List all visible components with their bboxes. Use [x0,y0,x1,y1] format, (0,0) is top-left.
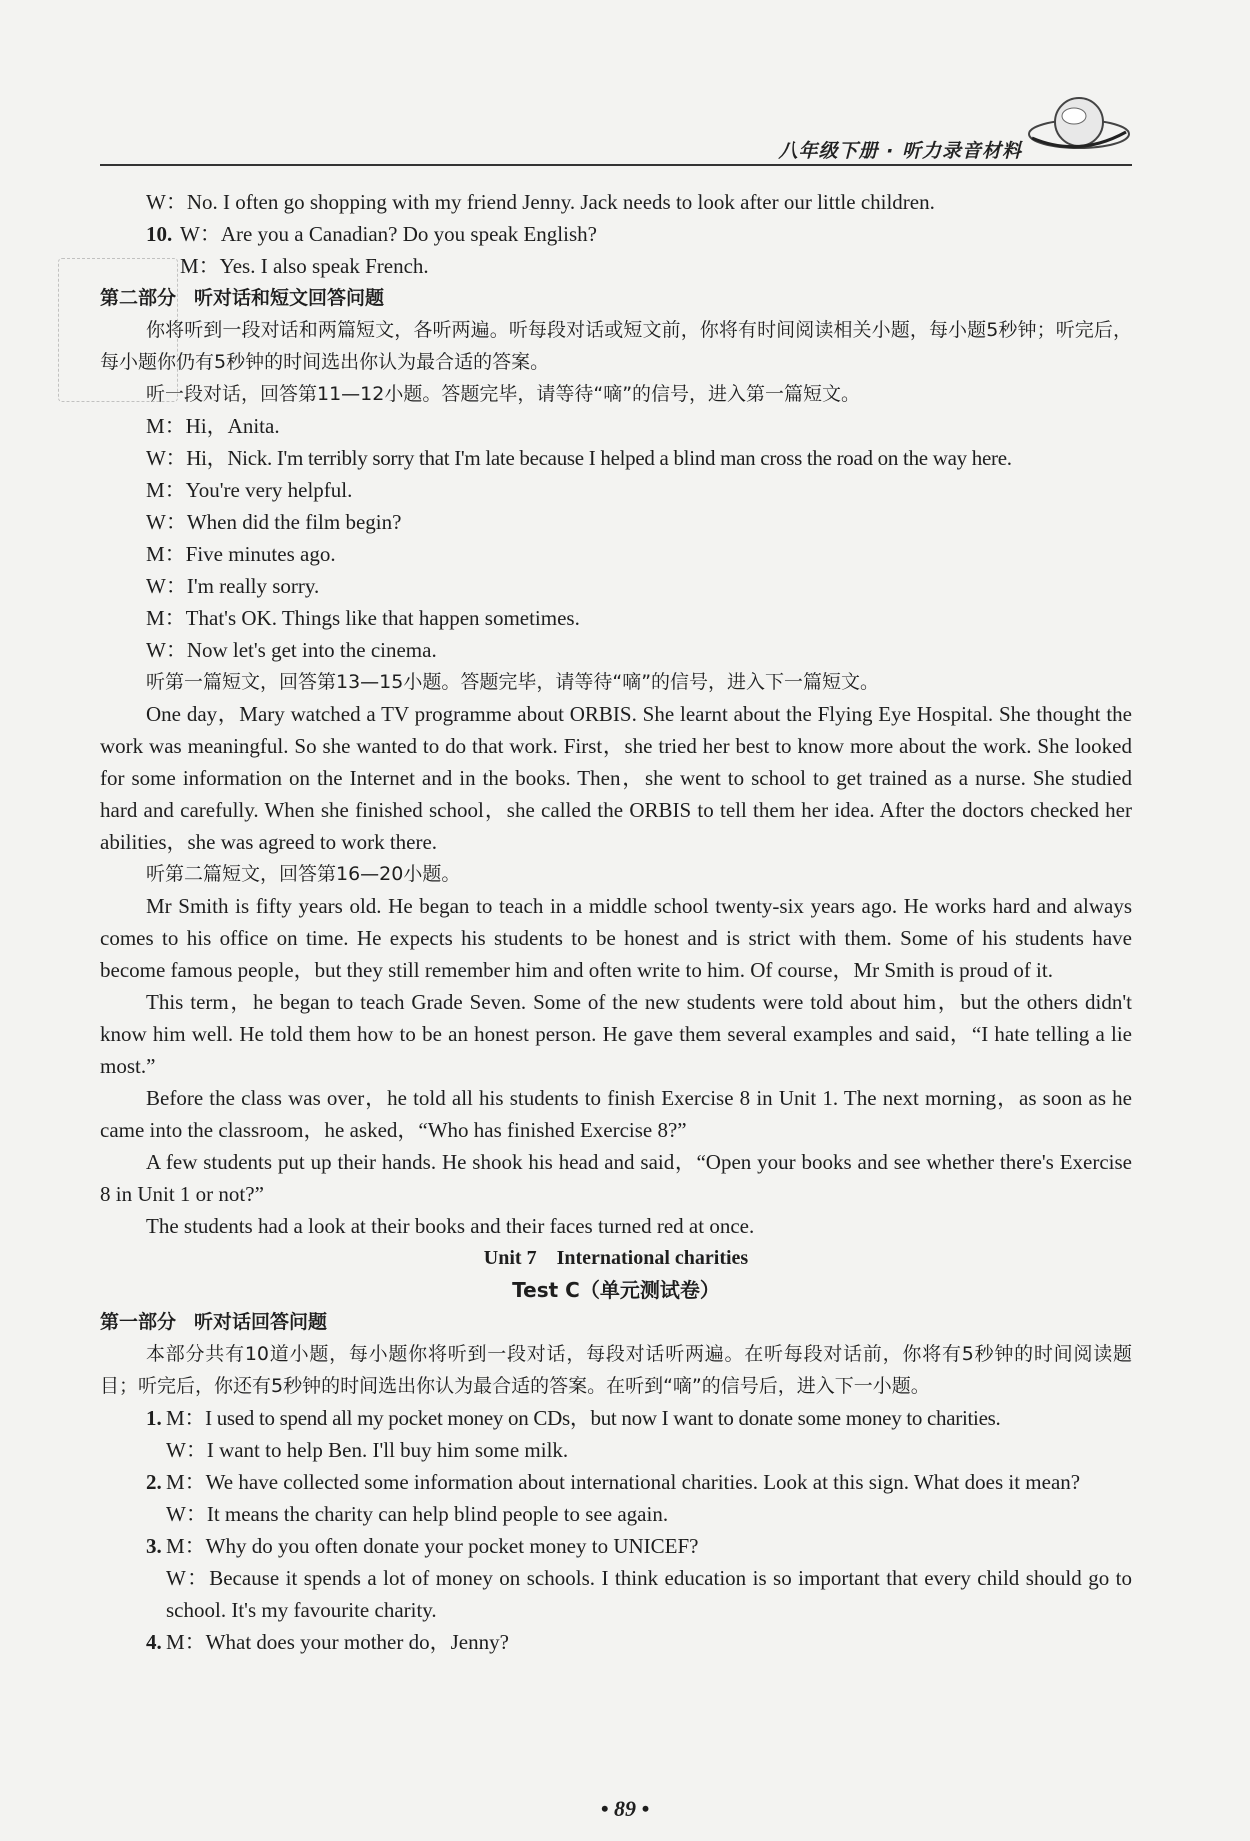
test-title: Test C（单元测试卷） [512,1278,720,1302]
globe-logo-icon [1024,92,1134,162]
passage-2-paragraph: This term，he began to teach Grade Seven. Some of the new students were told about him，but the others didn't know him well. He told them how to be an honest person. He gave them several examples and said，“I hate telling a lie most.” [100,990,1132,1078]
question-4 [100,1626,1132,1658]
section-2-title [100,282,1132,314]
dialogue-line: W：Are you a Canadian? Do you speak English? [180,222,597,246]
section-1-instructions: 本部分共有10道小题，每小题你将听到一段对话，每段对话听两遍。在听每段对话前，你将有5秒钟的时间阅读题目；听完后，你还有5秒钟的时间选出你认为最合适的答案。在听到“嘀”的信号后，进入下一小题。 [100,1343,1132,1397]
passage-2-paragraph: Mr Smith is fifty years old. He began to teach in a middle school twenty-six years ago. He works hard and always comes to his office on time. He expects his students to be honest and is strict with them. Some of his students have become famous people，but they still remember him and often write to him. Of course，Mr Smith is proud of it. [100,894,1132,982]
section-heading: 听对话和短文回答问题 [194,287,385,309]
question-2 [100,1466,1132,1530]
question-3 [100,1530,1132,1626]
question-number: 4. [146,1630,162,1654]
section-heading: 听对话回答问题 [194,1311,328,1333]
section-label: 第二部分 [100,287,177,309]
question-10 [100,218,1132,282]
dialogue-line: M：Hi，Anita. [146,414,280,438]
dialogue-line: W：Because it spends a lot of money on schools. I think education is so important that every child should go to school. It's my favourite charity. [166,1566,1132,1622]
dialogue-line: W：It means the charity can help blind people to see again. [166,1502,669,1526]
question-1 [100,1402,1132,1466]
dialogue-line: M：Why do you often donate your pocket money to UNICEF? [166,1534,699,1558]
question-number: 1. [146,1406,162,1430]
section-label: 第一部分 [100,1311,177,1333]
page-number: • 89 • [600,1796,650,1821]
dialogue-line: M：We have collected some information about international charities. Look at this sign. What does it mean? [166,1470,1081,1494]
passage-2-paragraph: Before the class was over，he told all his students to finish Exercise 8 in Unit 1. The next morning，as soon as he came into the classroom，he asked，“Who has finished Exercise 8?” [100,1086,1132,1142]
dialogue-line: W：Hi，Nick. I'm terribly sorry that I'm late because I helped a blind man cross the road on the way here. [146,446,1012,470]
question-number: 10. [146,222,173,246]
dialogue-line: M：You're very helpful. [146,478,353,502]
dialogue-line: M：What does your mother do，Jenny? [166,1630,509,1654]
header-title: 八年级下册 · 听力录音材料 [778,140,1022,162]
dialogue-line: M：That's OK. Things like that happen sometimes. [146,606,580,630]
section-1-title [100,1306,1132,1338]
dialogue-line: W：No. I often go shopping with my friend Jenny. Jack needs to look after our little children. [146,190,935,214]
passage-2-instruction: 听第二篇短文，回答第16—20小题。 [146,863,461,885]
section-2-instructions: 你将听到一段对话和两篇短文，各听两遍。听每段对话或短文前，你将有时间阅读相关小题，每小题5秒钟；听完后，每小题你仍有5秒钟的时间选出你认为最合适的答案。 [100,319,1132,373]
dialogue-instruction: 听一段对话，回答第11—12小题。答题完毕，请等待“嘀”的信号，进入第一篇短文。 [146,383,861,405]
dialogue-line: W：I want to help Ben. I'll buy him some milk. [166,1438,569,1462]
question-number: 3. [146,1534,162,1558]
passage-2-paragraph: A few students put up their hands. He shook his head and said，“Open your books and see whether there's Exercise 8 in Unit 1 or not?” [100,1150,1132,1206]
dialogue-line: W：When did the film begin? [146,510,402,534]
page-header [100,92,1132,164]
dialogue-line: M：I used to spend all my pocket money on CDs，but now I want to donate some money to charities. [166,1406,1001,1430]
passage-1: One day，Mary watched a TV programme about ORBIS. She learnt about the Flying Eye Hospital. She thought the work was meaningful. So she wanted to do that work. First，she tried her best to know more about the work. She looked for some information on the Internet and in the books. Then，she went to school to get trained as a nurse. She studied hard and carefully. When she finished school，she called the ORBIS to tell them her idea. After the doctors checked her abilities，she was agreed to work there. [100,702,1132,854]
header-rule [100,164,1132,166]
dialogue-line: M：Five minutes ago. [146,542,336,566]
dialogue-line: W：I'm really sorry. [146,574,320,598]
unit-title: Unit 7 International charities [483,1247,749,1269]
dialogue-line: W：Now let's get into the cinema. [146,638,437,662]
passage-1-instruction: 听第一篇短文，回答第13—15小题。答题完毕，请等待“嘀”的信号，进入下一篇短文。 [146,671,880,693]
page-content [100,186,1132,1658]
dialogue-line: M：Yes. I also speak French. [180,254,429,278]
passage-2-paragraph: The students had a look at their books and their faces turned red at once. [146,1214,755,1238]
question-number: 2. [146,1470,162,1494]
